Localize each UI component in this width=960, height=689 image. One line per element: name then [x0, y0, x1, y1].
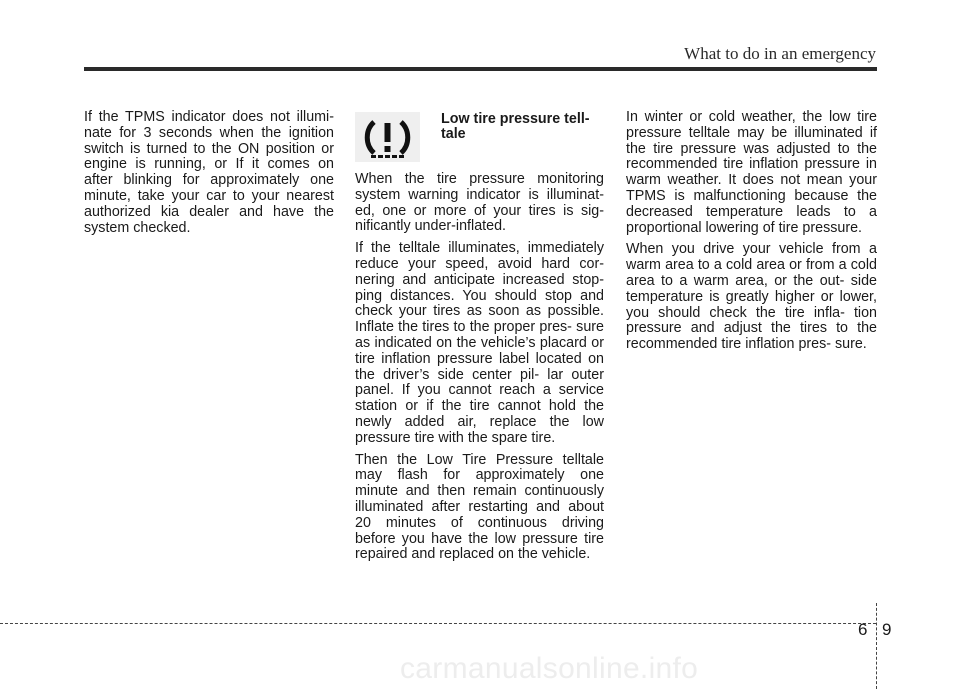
- paragraph: When you drive your vehicle from a warm area to a cold area or from a cold area to a warm area, or the out- side temperature is greatly higher or lower, you should check the tire infla- tion pressure and adjust the tires to the recommended tire inflation pres- sure.: [626, 241, 877, 353]
- paragraph: In winter or cold weather, the low tire pressure telltale may be illuminated if the tire pressure was adjusted to the recommended tire inflation pressure in warm weather. It does not mean your TPMS is malfunctioning because the decreased temperature leads to a proportional lowering of tire pressure.: [626, 109, 877, 236]
- telltale-block: [355, 110, 604, 164]
- paragraph: If the TPMS indicator does not illumi- nate for 3 seconds when the ignition switch is turned to the ON position or engine is running, or If it comes on after blinking for approximately one minute, take your car to your nearest authorized kia dealer and have the system checked.: [84, 109, 334, 236]
- header-rule: [84, 67, 877, 71]
- telltale-heading: Low tire pressure tell- tale: [441, 111, 590, 142]
- footer-page-divider: [876, 603, 877, 689]
- column-2: [355, 110, 604, 569]
- low-tire-pressure-icon: [355, 112, 420, 162]
- chapter-number: 6: [858, 620, 868, 639]
- paragraph: If the telltale illuminates, immediately reduce your speed, avoid hard cor- nering and anticipate increased stop- ping distances. You should stop and check your tires as soon as possible. Inflate the tires to the proper pres- sure as indicated on the vehicle’s placard or tire inflation pressure label located on the driver’s side center pil- lar outer panel. If you cannot reach a service station or if the tire cannot hold the newly added air, replace the low pressure tire with the spare tire.: [355, 240, 604, 446]
- column-3: [626, 110, 877, 359]
- paragraph: Then the Low Tire Pressure telltale may flash for approximately one minute and then remain continuously illuminated after restarting and about 20 minutes of continuous driving before you have the low pressure tire repaired and replaced on the vehicle.: [355, 451, 604, 563]
- page-number: 9: [882, 620, 892, 639]
- column-1: [84, 110, 334, 242]
- paragraph: When the tire pressure monitoring system warning indicator is illuminat- ed, one or more of your tires is sig- nificantly under-inflated.: [355, 171, 604, 235]
- page-header-title: What to do in an emergency: [684, 44, 876, 63]
- footer-dashed-rule: [0, 623, 876, 624]
- watermark: carmanualsonline.info: [400, 652, 699, 685]
